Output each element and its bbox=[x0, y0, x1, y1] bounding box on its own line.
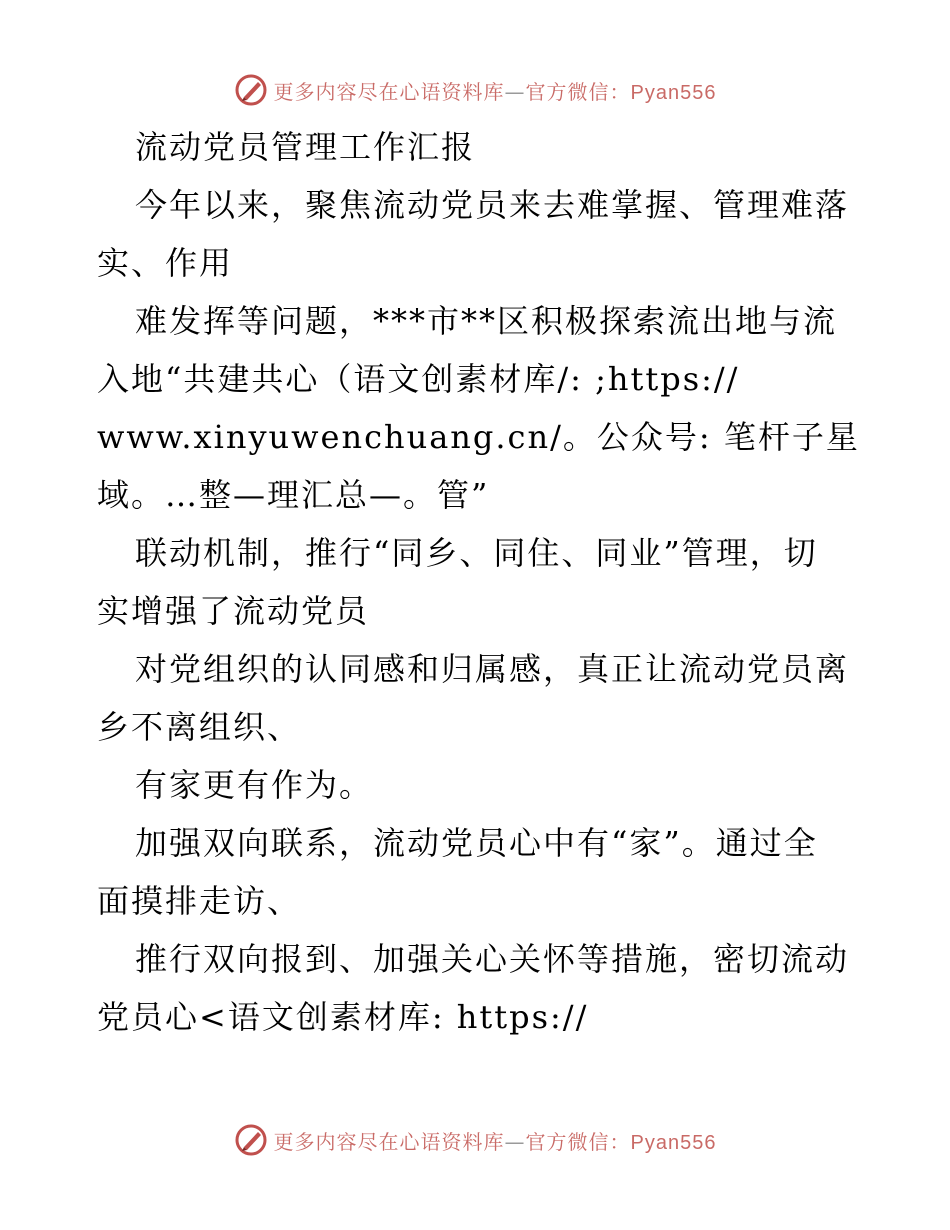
document-line: 联动机制，推行“同乡、同住、同业”管理，切 bbox=[135, 534, 818, 572]
footer-watermark bbox=[0, 1120, 950, 1160]
footer-watermark-text bbox=[274, 1126, 717, 1155]
document-line: 今年以来，聚焦流动党员来去难掌握、管理难落 bbox=[135, 186, 850, 224]
footer-watermark-separator: — bbox=[504, 1129, 526, 1154]
document-title: 流动党员管理工作汇报 bbox=[135, 128, 476, 166]
header-watermark bbox=[0, 70, 950, 110]
document-line: 实、作用 bbox=[97, 244, 234, 282]
header-watermark-separator: — bbox=[504, 79, 526, 104]
pen-logo-icon bbox=[234, 1123, 268, 1157]
document-line: 入地“共建共心（语文创素材库/: ;https:// bbox=[97, 360, 740, 398]
document-line: 推行双向报到、加强关心关怀等措施，密切流动 bbox=[135, 940, 850, 978]
footer-watermark-main: 更多内容尽在心语资料库 bbox=[273, 1129, 505, 1154]
document-line: 加强双向联系，流动党员心中有“家”。通过全 bbox=[135, 824, 818, 862]
document-line: 有家更有作为。 bbox=[135, 766, 374, 804]
document-line: 对党组织的认同感和归属感，真正让流动党员离 bbox=[135, 650, 850, 688]
document-line: 党员心<语文创素材库: https:// bbox=[97, 998, 589, 1036]
header-watermark-wechat-id: Pyan556 bbox=[630, 81, 717, 104]
document-line: 面摸排走访、 bbox=[97, 882, 302, 920]
footer-watermark-wechat-id: Pyan556 bbox=[630, 1131, 717, 1154]
document-line: 乡不离组织、 bbox=[97, 708, 302, 746]
document-line: 难发挥等问题，***市**区积极探索流出地与流 bbox=[135, 302, 838, 340]
header-watermark-main: 更多内容尽在心语资料库 bbox=[273, 79, 505, 104]
pen-logo-icon bbox=[234, 73, 268, 107]
footer-watermark-tail: 官方微信： bbox=[525, 1129, 631, 1154]
document-body bbox=[97, 118, 860, 1046]
document-line: 实增强了流动党员 bbox=[97, 592, 370, 630]
document-line: 域。…整—理汇总—。管” bbox=[97, 476, 490, 514]
header-watermark-text bbox=[274, 76, 717, 105]
document-line: www.xinyuwenchuang.cn/。公众号: 笔杆子星 bbox=[97, 418, 860, 456]
header-watermark-tail: 官方微信： bbox=[525, 79, 631, 104]
